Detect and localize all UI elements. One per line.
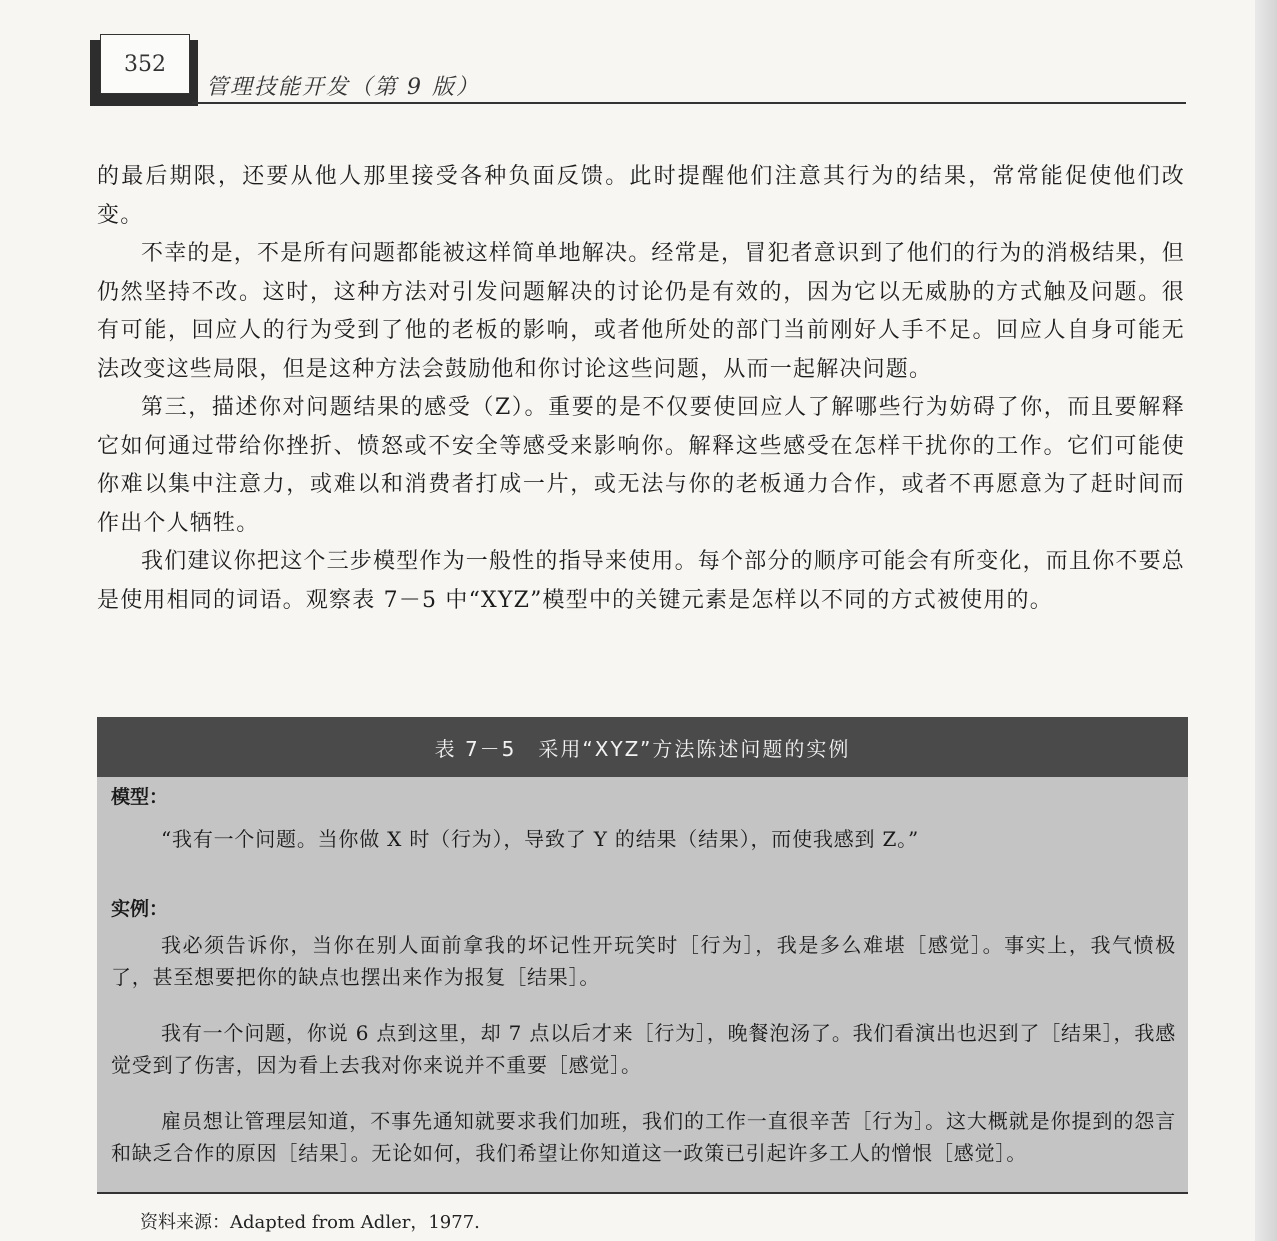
- header-rule: [192, 102, 1186, 104]
- page-edge-shadow: [1255, 0, 1277, 1241]
- example-3: 雇员想让管理层知道，不事先通知就要求我们加班，我们的工作一直很辛苦［行为］。这大概就是你提到的怨言和缺乏合作的原因［结果］。无论如何，我们希望让你知道这一政策已引起许多工人的憎恨［感觉］。: [111, 1109, 1176, 1165]
- table-title: 表 7－5 采用“XYZ”方法陈述问题的实例: [97, 717, 1188, 777]
- paragraph-4: 我们建议你把这个三步模型作为一般性的指导来使用。每个部分的顺序可能会有所变化，而且你不要总是使用相同的词语。观察表 7－5 中“XYZ”模型中的关键元素是怎样以不同的方式被使用的。: [97, 549, 1186, 613]
- page-number: 352: [100, 34, 190, 94]
- paragraph-3: 第三，描述你对问题结果的感受（Z）。重要的是不仅要使回应人了解哪些行为妨碍了你，而且要解释它如何通过带给你挫折、愤怒或不安全等感受来影响你。解释这些感受在怎样干扰你的工作。它们可能使你难以集中注意力，或难以和消费者打成一片，或无法与你的老板通力合作，或者不再愿意为了赶时间而作出个人牺牲。: [97, 395, 1185, 536]
- examples-label: 实例：: [111, 898, 169, 920]
- running-title: 管理技能开发（第 9 版）: [206, 75, 480, 100]
- paragraph-2: 不幸的是，不是所有问题都能被这样简单地解决。经常是，冒犯者意识到了他们的行为的消极结果，但仍然坚持不改。这时，这种方法对引发问题解决的讨论仍是有效的，因为它以无威胁的方式触及问题。很有可能，回应人的行为受到了他的老板的影响，或者他所处的部门当前刚好人手不足。回应人自身可能无法改变这些局限，但是这种方法会鼓励他和你讨论这些问题，从而一起解决问题。: [97, 241, 1186, 382]
- model-label: 模型：: [111, 786, 169, 808]
- model-text: “我有一个问题。当你做 X 时（行为），导致了 Y 的结果（结果），而使我感到 Z。”: [161, 827, 919, 851]
- table-bottom-rule: [97, 1192, 1188, 1194]
- table-source: 资料来源：Adapted from Adler，1977.: [140, 1212, 480, 1233]
- body-text: [97, 158, 1185, 620]
- example-1: 我必须告诉你，当你在别人面前拿我的坏记性开玩笑时［行为］，我是多么难堪［感觉］。事实上，我气愤极了，甚至想要把你的缺点也摆出来作为报复［结果］。: [111, 933, 1176, 989]
- paragraph-1: 的最后期限，还要从他人那里接受各种负面反馈。此时提醒他们注意其行为的结果，常常能促使他们改变。: [97, 164, 1185, 228]
- table-body: [97, 777, 1188, 1192]
- example-2: 我有一个问题，你说 6 点到这里，却 7 点以后才来［行为］，晚餐泡汤了。我们看演出也迟到了［结果］，我感觉受到了伤害，因为看上去我对你来说并不重要［感觉］。: [111, 1021, 1176, 1077]
